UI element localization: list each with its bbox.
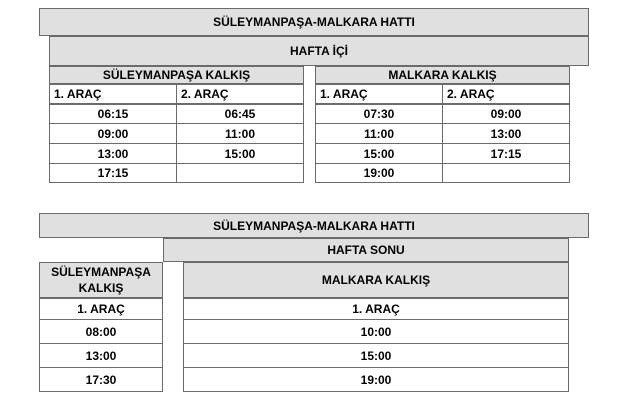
- table-cell: 08:00: [39, 319, 163, 344]
- weekday-left-col2-header: 2. ARAÇ: [176, 84, 304, 104]
- table-cell: 07:30: [315, 104, 443, 124]
- weekend-left-header-line1: SÜLEYMANPAŞA: [51, 265, 151, 279]
- table-cell: 13:00: [49, 143, 177, 164]
- weekday-subtitle: HAFTA İÇİ: [49, 36, 589, 66]
- table-cell: 06:15: [49, 104, 177, 124]
- weekday-right-col1-header: 1. ARAÇ: [315, 84, 443, 104]
- weekday-title: SÜLEYMANPAŞA-MALKARA HATTI: [39, 8, 589, 36]
- weekday-left-header: SÜLEYMANPAŞA KALKIŞ: [49, 66, 304, 84]
- weekday-right-header: MALKARA KALKIŞ: [315, 66, 570, 84]
- table-cell: 15:00: [176, 143, 304, 164]
- weekend-subtitle: HAFTA SONU: [163, 238, 569, 262]
- weekend-right-header: MALKARA KALKIŞ: [183, 262, 569, 298]
- weekday-right-col2-header: 2. ARAÇ: [442, 84, 570, 104]
- weekend-left-col1-header: 1. ARAÇ: [39, 298, 163, 320]
- table-cell: 09:00: [442, 104, 570, 124]
- table-cell: 11:00: [176, 123, 304, 144]
- table-cell: 19:00: [183, 367, 569, 392]
- table-cell: [442, 163, 570, 183]
- table-cell: 09:00: [49, 123, 177, 144]
- weekend-left-header-line2: KALKIŞ: [78, 281, 124, 295]
- table-cell: [176, 163, 304, 183]
- table-cell: 10:00: [183, 319, 569, 344]
- table-cell: 17:15: [49, 163, 177, 183]
- table-cell: 15:00: [315, 143, 443, 164]
- weekend-right-col1-header: 1. ARAÇ: [183, 298, 569, 320]
- table-cell: 11:00: [315, 123, 443, 144]
- table-cell: 17:30: [39, 367, 163, 392]
- table-cell: 06:45: [176, 104, 304, 124]
- weekday-left-col1-header: 1. ARAÇ: [49, 84, 177, 104]
- table-cell: 19:00: [315, 163, 443, 183]
- table-cell: 13:00: [442, 123, 570, 144]
- table-cell: 17:15: [442, 143, 570, 164]
- table-cell: 13:00: [39, 343, 163, 368]
- table-cell: 15:00: [183, 343, 569, 368]
- weekend-left-header: [39, 262, 163, 298]
- weekend-title: SÜLEYMANPAŞA-MALKARA HATTI: [39, 213, 589, 238]
